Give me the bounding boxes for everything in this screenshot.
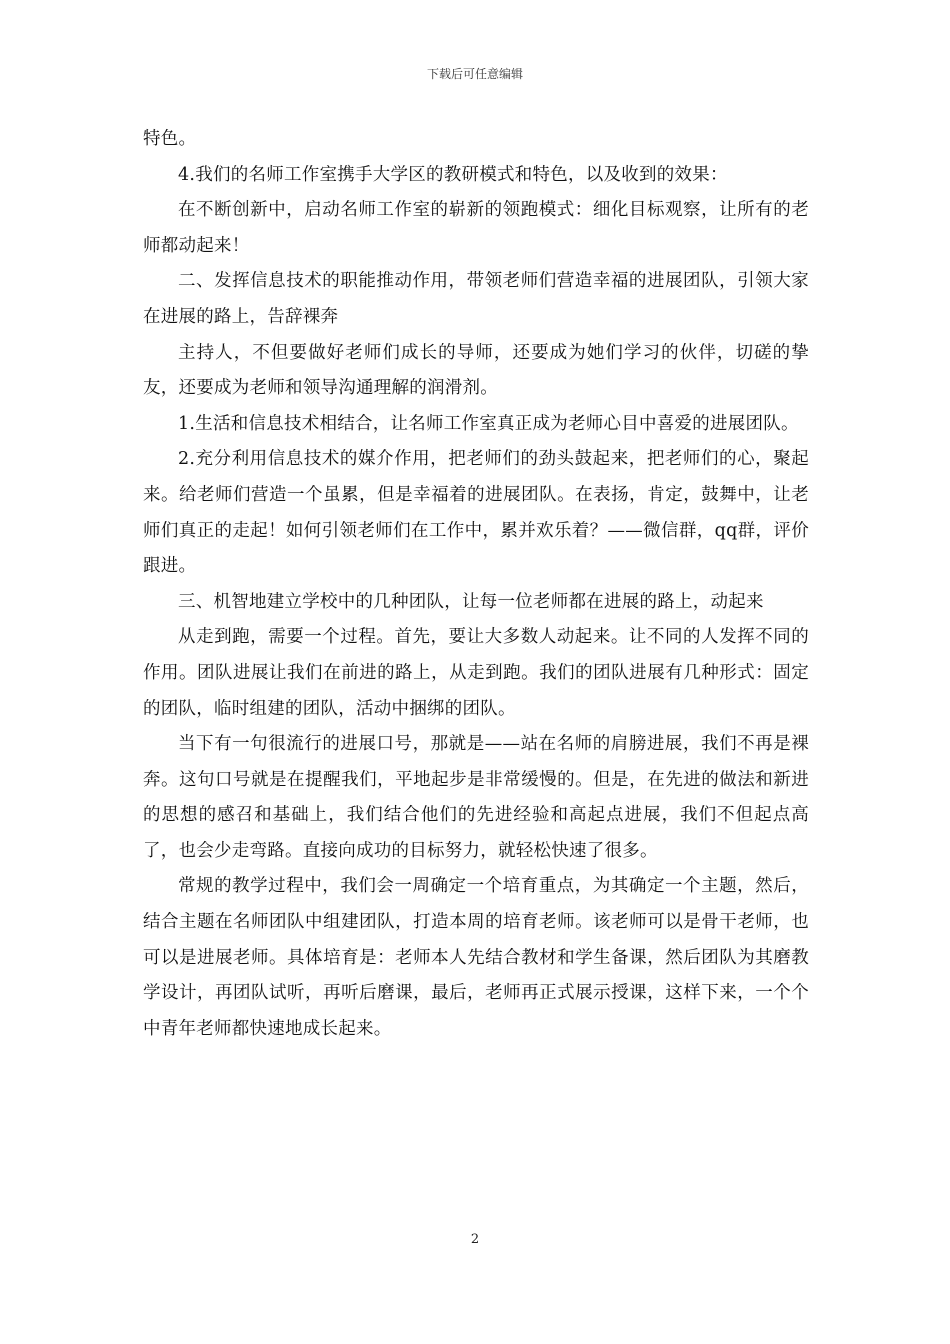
- paragraph-7: 2.充分利用信息技术的媒介作用，把老师们的劲头鼓起来，把老师们的心，聚起来。给老师们营造一个虽累，但是幸福着的进展团队。在表扬，肯定，鼓舞中，让老师们真正的走起！如何引领老师们在工作中，累并欢乐着？——微信群，qq群，评价跟进。: [143, 449, 809, 577]
- paragraph-6: 1.生活和信息技术相结合，让名师工作室真正成为老师心目中喜爱的进展团队。: [178, 413, 799, 434]
- section-heading-2: 二、发挥信息技术的职能推动作用，带领老师们营造幸福的进展团队，引领大家在进展的路上，告辞裸奔: [143, 271, 809, 327]
- paragraph-9: 从走到跑，需要一个过程。首先，要让大多数人动起来。让不同的人发挥不同的作用。团队进展让我们在前进的路上，从走到跑。我们的团队进展有几种形式：固定的团队，临时组建的团队，活动中捆绑的团队。: [143, 627, 809, 719]
- paragraph-1: 特色。: [143, 129, 197, 149]
- paragraph-3: 在不断创新中，启动名师工作室的崭新的领跑模式：细化目标观察，让所有的老师都动起来！: [143, 200, 809, 256]
- paragraph-5: 主持人，不但要做好老师们成长的导师，还要成为她们学习的伙伴，切磋的挚友，还要成为老师和领导沟通理解的润滑剂。: [143, 342, 809, 399]
- page-header: 下载后可任意编辑: [426, 67, 523, 81]
- paragraph-11: 常规的教学过程中，我们会一周确定一个培育重点，为其确定一个主题，然后，结合主题在名师团队中组建团队，打造本周的培育老师。该老师可以是骨干老师，也可以是进展老师。具体培育是：老师本人先结合教材和学生备课，然后团队为其磨教学设计，再团队试听，再听后磨课，最后，老师再正式展示授课，这样下来，一个个中青年老师都快速地成长起来。: [143, 876, 809, 1039]
- section-heading-3: 三、机智地建立学校中的几种团队，让每一位老师都在进展的路上，动起来: [178, 591, 764, 612]
- paragraph-2: 4.我们的名师工作室携手大学区的教研模式和特色，以及收到的效果：: [178, 164, 728, 185]
- document-body: [143, 122, 809, 1047]
- paragraph-10: 当下有一句很流行的进展口号，那就是——站在名师的肩膀进展，我们不再是裸奔。这句口号就是在提醒我们，平地起步是非常缓慢的。但是，在先进的做法和新进的思想的感召和基础上，我们结合他们的先进经验和高起点进展，我们不但起点高了，也会少走弯路。直接向成功的目标努力，就轻松快速了很多。: [143, 734, 809, 861]
- page-number: 2: [470, 1232, 480, 1247]
